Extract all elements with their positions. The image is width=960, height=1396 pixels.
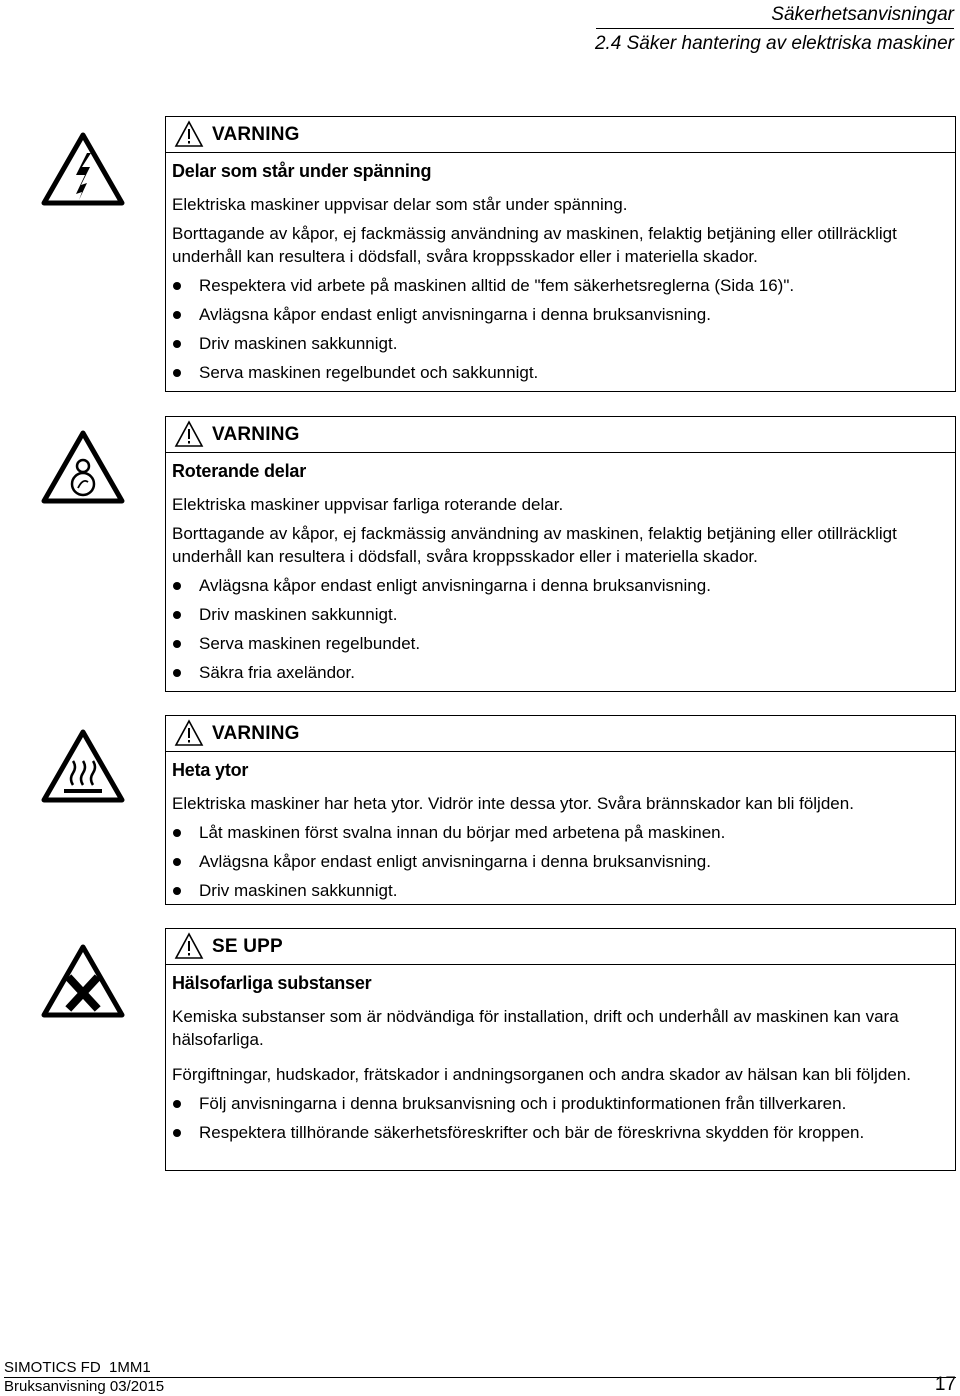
footer-divider — [4, 1377, 956, 1378]
paragraph: Elektriska maskiner uppvisar delar som står under spänning. — [172, 195, 628, 214]
bullet-list — [172, 274, 955, 384]
notice-header — [166, 117, 955, 153]
warning-triangle-icon — [174, 932, 204, 960]
paragraph: Kemiska substanser som är nödvändiga för installation, drift och underhåll av maskinen kan vara hälsofarliga. — [172, 1007, 899, 1049]
list-item: Säkra fria axeländor. — [172, 661, 955, 684]
hazard-title: Delar som står under spänning — [172, 161, 432, 181]
list-item: Driv maskinen sakkunnigt. — [172, 332, 955, 355]
hot-surface-warning-icon — [40, 727, 126, 807]
list-item: Serva maskinen regelbundet och sakkunnigt. — [172, 361, 955, 384]
document-name: Bruksanvisning 03/2015 — [4, 1378, 165, 1395]
harmful-substance-warning-icon — [40, 942, 126, 1022]
notice-header — [166, 929, 955, 965]
product-name: SIMOTICS FD 1MM1 — [4, 1359, 151, 1376]
warning-box-rotating — [165, 416, 956, 692]
running-header — [595, 0, 954, 58]
chapter-title: Säkerhetsanvisningar — [771, 4, 954, 25]
electric-shock-warning-icon — [40, 130, 126, 210]
hazard-title: Hälsofarliga substanser — [172, 973, 372, 993]
caution-box-harmful-substances — [165, 928, 956, 1171]
list-item: Följ anvisningarna i denna bruksanvisning och i produktinformationen från tillverkaren. — [172, 1092, 955, 1115]
paragraph: Borttagande av kåpor, ej fackmässig användning av maskinen, felaktig betjäning eller otillräckligt underhåll kan resultera i dödsfall, svåra kroppsskador eller i materiella skador. — [172, 224, 897, 266]
warning-triangle-icon — [174, 719, 204, 747]
bullet-list — [172, 574, 955, 684]
warning-triangle-icon — [174, 120, 204, 148]
page-number: 17 — [934, 1374, 956, 1395]
list-item: Avlägsna kåpor endast enligt anvisningarna i denna bruksanvisning. — [172, 303, 955, 326]
bullet-list — [172, 1092, 955, 1144]
warning-triangle-icon — [174, 420, 204, 448]
list-item: Driv maskinen sakkunnigt. — [172, 879, 955, 902]
warning-box-voltage — [165, 116, 956, 392]
hazard-title: Roterande delar — [172, 461, 307, 481]
bullet-list — [172, 821, 955, 902]
notice-header — [166, 417, 955, 453]
section-title: 2.4 Säker hantering av elektriska maskiner — [594, 33, 954, 54]
header-divider — [596, 28, 954, 29]
notice-header — [166, 716, 955, 752]
paragraph: Elektriska maskiner har heta ytor. Vidrör inte dessa ytor. Svåra brännskador kan bli följden. — [172, 794, 854, 813]
list-item: Låt maskinen först svalna innan du börjar med arbetena på maskinen. — [172, 821, 955, 844]
signal-word: VARNING — [212, 723, 300, 744]
paragraph: Elektriska maskiner uppvisar farliga roterande delar. — [172, 495, 564, 514]
hazard-title: Heta ytor — [172, 760, 249, 780]
list-item: Avlägsna kåpor endast enligt anvisningarna i denna bruksanvisning. — [172, 574, 955, 597]
rotating-parts-warning-icon — [40, 428, 126, 508]
signal-word: VARNING — [212, 424, 300, 445]
list-item: Serva maskinen regelbundet. — [172, 632, 955, 655]
list-item: Respektera vid arbete på maskinen alltid de "fem säkerhetsreglerna (Sida 16)". — [172, 274, 955, 297]
paragraph: Borttagande av kåpor, ej fackmässig användning av maskinen, felaktig betjäning eller otillräckligt underhåll kan resultera i dödsfall, svåra kroppsskador eller i materiella skador. — [172, 524, 897, 566]
warning-box-hot-surfaces — [165, 715, 956, 905]
paragraph: Förgiftningar, hudskador, frätskador i andningsorganen och andra skador av hälsan kan bli följden. — [172, 1065, 912, 1084]
list-item: Respektera tillhörande säkerhetsföreskrifter och bär de föreskrivna skydden för kroppen. — [172, 1121, 955, 1144]
list-item: Driv maskinen sakkunnigt. — [172, 603, 955, 626]
list-item: Avlägsna kåpor endast enligt anvisningarna i denna bruksanvisning. — [172, 850, 955, 873]
signal-word: SE UPP — [212, 936, 283, 957]
signal-word: VARNING — [212, 124, 300, 145]
